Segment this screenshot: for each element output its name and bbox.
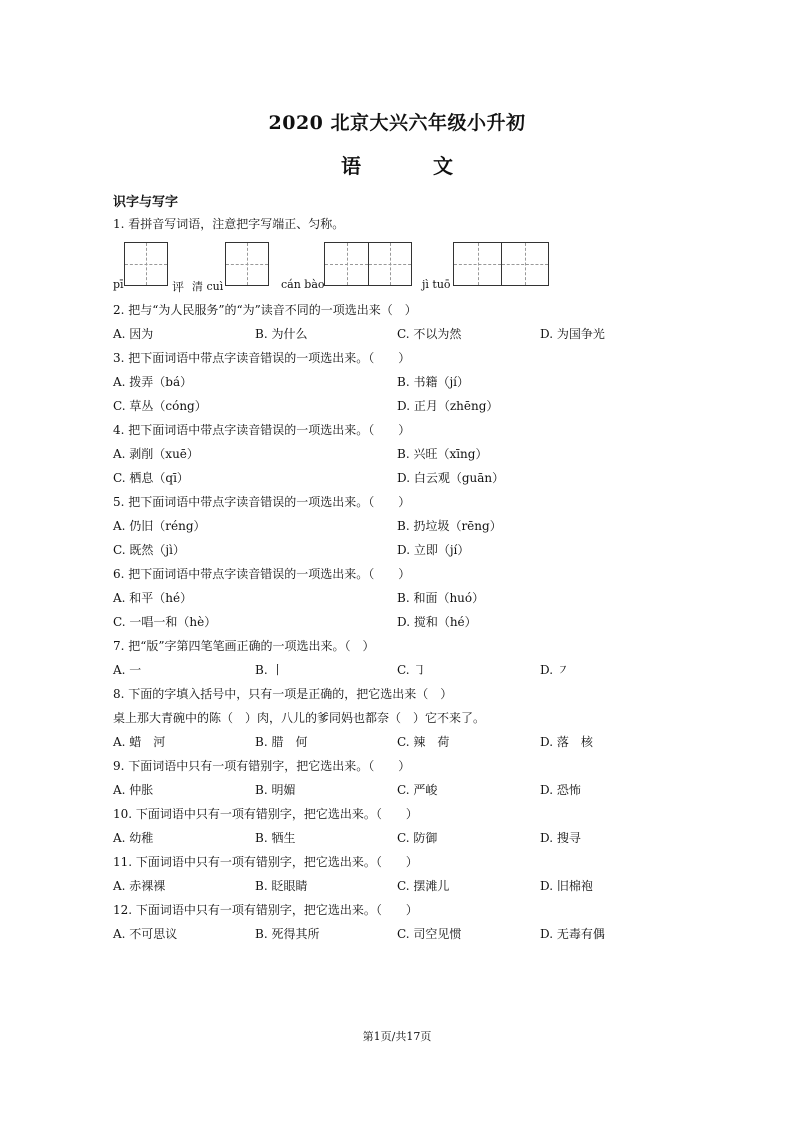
q11-option-c[interactable]: C. 摆滩儿 — [397, 879, 450, 893]
q11-option-a[interactable]: A. 赤裸裸 — [113, 879, 166, 893]
q6-option-b[interactable]: B. 和面（huó） — [397, 591, 485, 605]
grid-cell — [501, 243, 548, 285]
q3-option-a[interactable]: A. 拨弄（bá） — [113, 375, 193, 389]
grid-cell — [226, 243, 268, 285]
q8-sentence: 桌上那大青碗中的陈（ ）肉，八儿的爹同妈也都奈（ ）它不来了。 — [113, 711, 486, 725]
q9-option-c[interactable]: C. 严峻 — [397, 783, 438, 797]
q4-option-b[interactable]: B. 兴旺（xīng） — [397, 447, 488, 461]
q9-option-d[interactable]: D. 恐怖 — [540, 783, 581, 797]
q4-option-a[interactable]: A. 剥削（xuē） — [113, 447, 199, 461]
q2-option-b[interactable]: B. 为什么 — [255, 327, 308, 341]
q12-option-d[interactable]: D. 无毒有偶 — [540, 927, 605, 941]
section-heading: 识字与写字 — [113, 195, 179, 210]
question-3: 3. 把下面词语中带点字读音错误的一项选出来。（ ） — [113, 351, 411, 365]
q7-option-c[interactable]: C. ㇆ — [397, 663, 426, 677]
grid-cell — [368, 243, 411, 285]
q2-option-a[interactable]: A. 因为 — [113, 327, 154, 341]
q10-option-b[interactable]: B. 牺生 — [255, 831, 296, 845]
question-4: 4. 把下面词语中带点字读音错误的一项选出来。（ ） — [113, 423, 411, 437]
page-number: 第1页/共17页 — [362, 1030, 432, 1043]
q11-option-b[interactable]: B. 眨眼睛 — [255, 879, 308, 893]
writing-grid-4[interactable] — [453, 242, 549, 286]
q8-option-d[interactable]: D. 落 核 — [540, 735, 593, 749]
q1-pinyin-canbao: cán bào — [281, 278, 325, 291]
q9-option-a[interactable]: A. 仲胀 — [113, 783, 154, 797]
q8-option-a[interactable]: A. 蜡 河 — [113, 735, 166, 749]
q3-option-d[interactable]: D. 正月（zhēng） — [397, 399, 499, 413]
writing-grid-1[interactable] — [124, 242, 168, 286]
q8-option-b[interactable]: B. 腊 何 — [255, 735, 308, 749]
q5-option-a[interactable]: A. 仍旧（réng） — [113, 519, 206, 533]
grid-cell — [325, 243, 368, 285]
q1-char-ping: 评 — [172, 280, 185, 294]
q10-option-d[interactable]: D. 搜寻 — [540, 831, 581, 845]
q2-option-c[interactable]: C. 不以为然 — [397, 327, 462, 341]
q10-option-c[interactable]: C. 防御 — [397, 831, 438, 845]
q10-option-a[interactable]: A. 幼稚 — [113, 831, 154, 845]
q5-option-c[interactable]: C. 既然（jì） — [113, 543, 185, 557]
q11-option-d[interactable]: D. 旧棉袍 — [540, 879, 593, 893]
question-7: 7. 把“版”字第四笔笔画正确的一项选出来。（ ） — [113, 639, 375, 653]
question-12: 12. 下面词语中只有一项有错别字，把它选出来。（ ） — [113, 903, 418, 917]
q7-option-a[interactable]: A. 一 — [113, 663, 142, 677]
q2-option-d[interactable]: D. 为国争光 — [540, 327, 605, 341]
question-6: 6. 把下面词语中带点字读音错误的一项选出来。（ ） — [113, 567, 411, 581]
question-2: 2. 把与“为人民服务”的“为”读音不同的一项选出来（ ） — [113, 303, 417, 317]
q9-option-b[interactable]: B. 明媚 — [255, 783, 296, 797]
subject-title: 语 文 — [341, 154, 479, 178]
q3-option-c[interactable]: C. 草丛（cóng） — [113, 399, 207, 413]
writing-grid-3[interactable] — [324, 242, 412, 286]
q6-option-a[interactable]: A. 和平（hé） — [113, 591, 193, 605]
q6-option-c[interactable]: C. 一唱一和（hè） — [113, 615, 217, 629]
question-11: 11. 下面词语中只有一项有错别字，把它选出来。（ ） — [113, 855, 418, 869]
grid-cell — [125, 243, 167, 285]
q4-option-c[interactable]: C. 栖息（qī） — [113, 471, 189, 485]
question-5: 5. 把下面词语中带点字读音错误的一项选出来。（ ） — [113, 495, 411, 509]
q4-option-d[interactable]: D. 白云观（guān） — [397, 471, 505, 485]
q5-option-b[interactable]: B. 扔垃圾（rēng） — [397, 519, 502, 533]
q12-option-a[interactable]: A. 不可思议 — [113, 927, 178, 941]
q7-option-d[interactable]: D. ㇇ — [540, 663, 569, 677]
q1-pinyin-jituo: jì tuō — [422, 278, 451, 291]
question-8: 8. 下面的字填入括号中，只有一项是正确的，把它选出来（ ） — [113, 687, 453, 701]
q3-option-b[interactable]: B. 书籍（jí） — [397, 375, 470, 389]
q6-option-d[interactable]: D. 搅和（hé） — [397, 615, 477, 629]
q7-option-b[interactable]: B. 丨 — [255, 663, 284, 677]
question-9: 9. 下面词语中只有一项有错别字，把它选出来。（ ） — [113, 759, 411, 773]
page-title: 2020 北京大兴六年级小升初 — [268, 112, 526, 134]
question-1: 1. 看拼音写词语，注意把字写端正、匀称。 — [113, 217, 345, 231]
q8-option-c[interactable]: C. 辣 荷 — [397, 735, 450, 749]
q1-pinyin-cui: 清 cuì — [192, 280, 224, 293]
q5-option-d[interactable]: D. 立即（jí） — [397, 543, 470, 557]
question-10: 10. 下面词语中只有一项有错别字，把它选出来。（ ） — [113, 807, 418, 821]
q12-option-b[interactable]: B. 死得其所 — [255, 927, 320, 941]
q1-pinyin-pi: pī — [113, 278, 124, 291]
grid-cell — [454, 243, 501, 285]
writing-grid-2[interactable] — [225, 242, 269, 286]
q12-option-c[interactable]: C. 司空见惯 — [397, 927, 462, 941]
